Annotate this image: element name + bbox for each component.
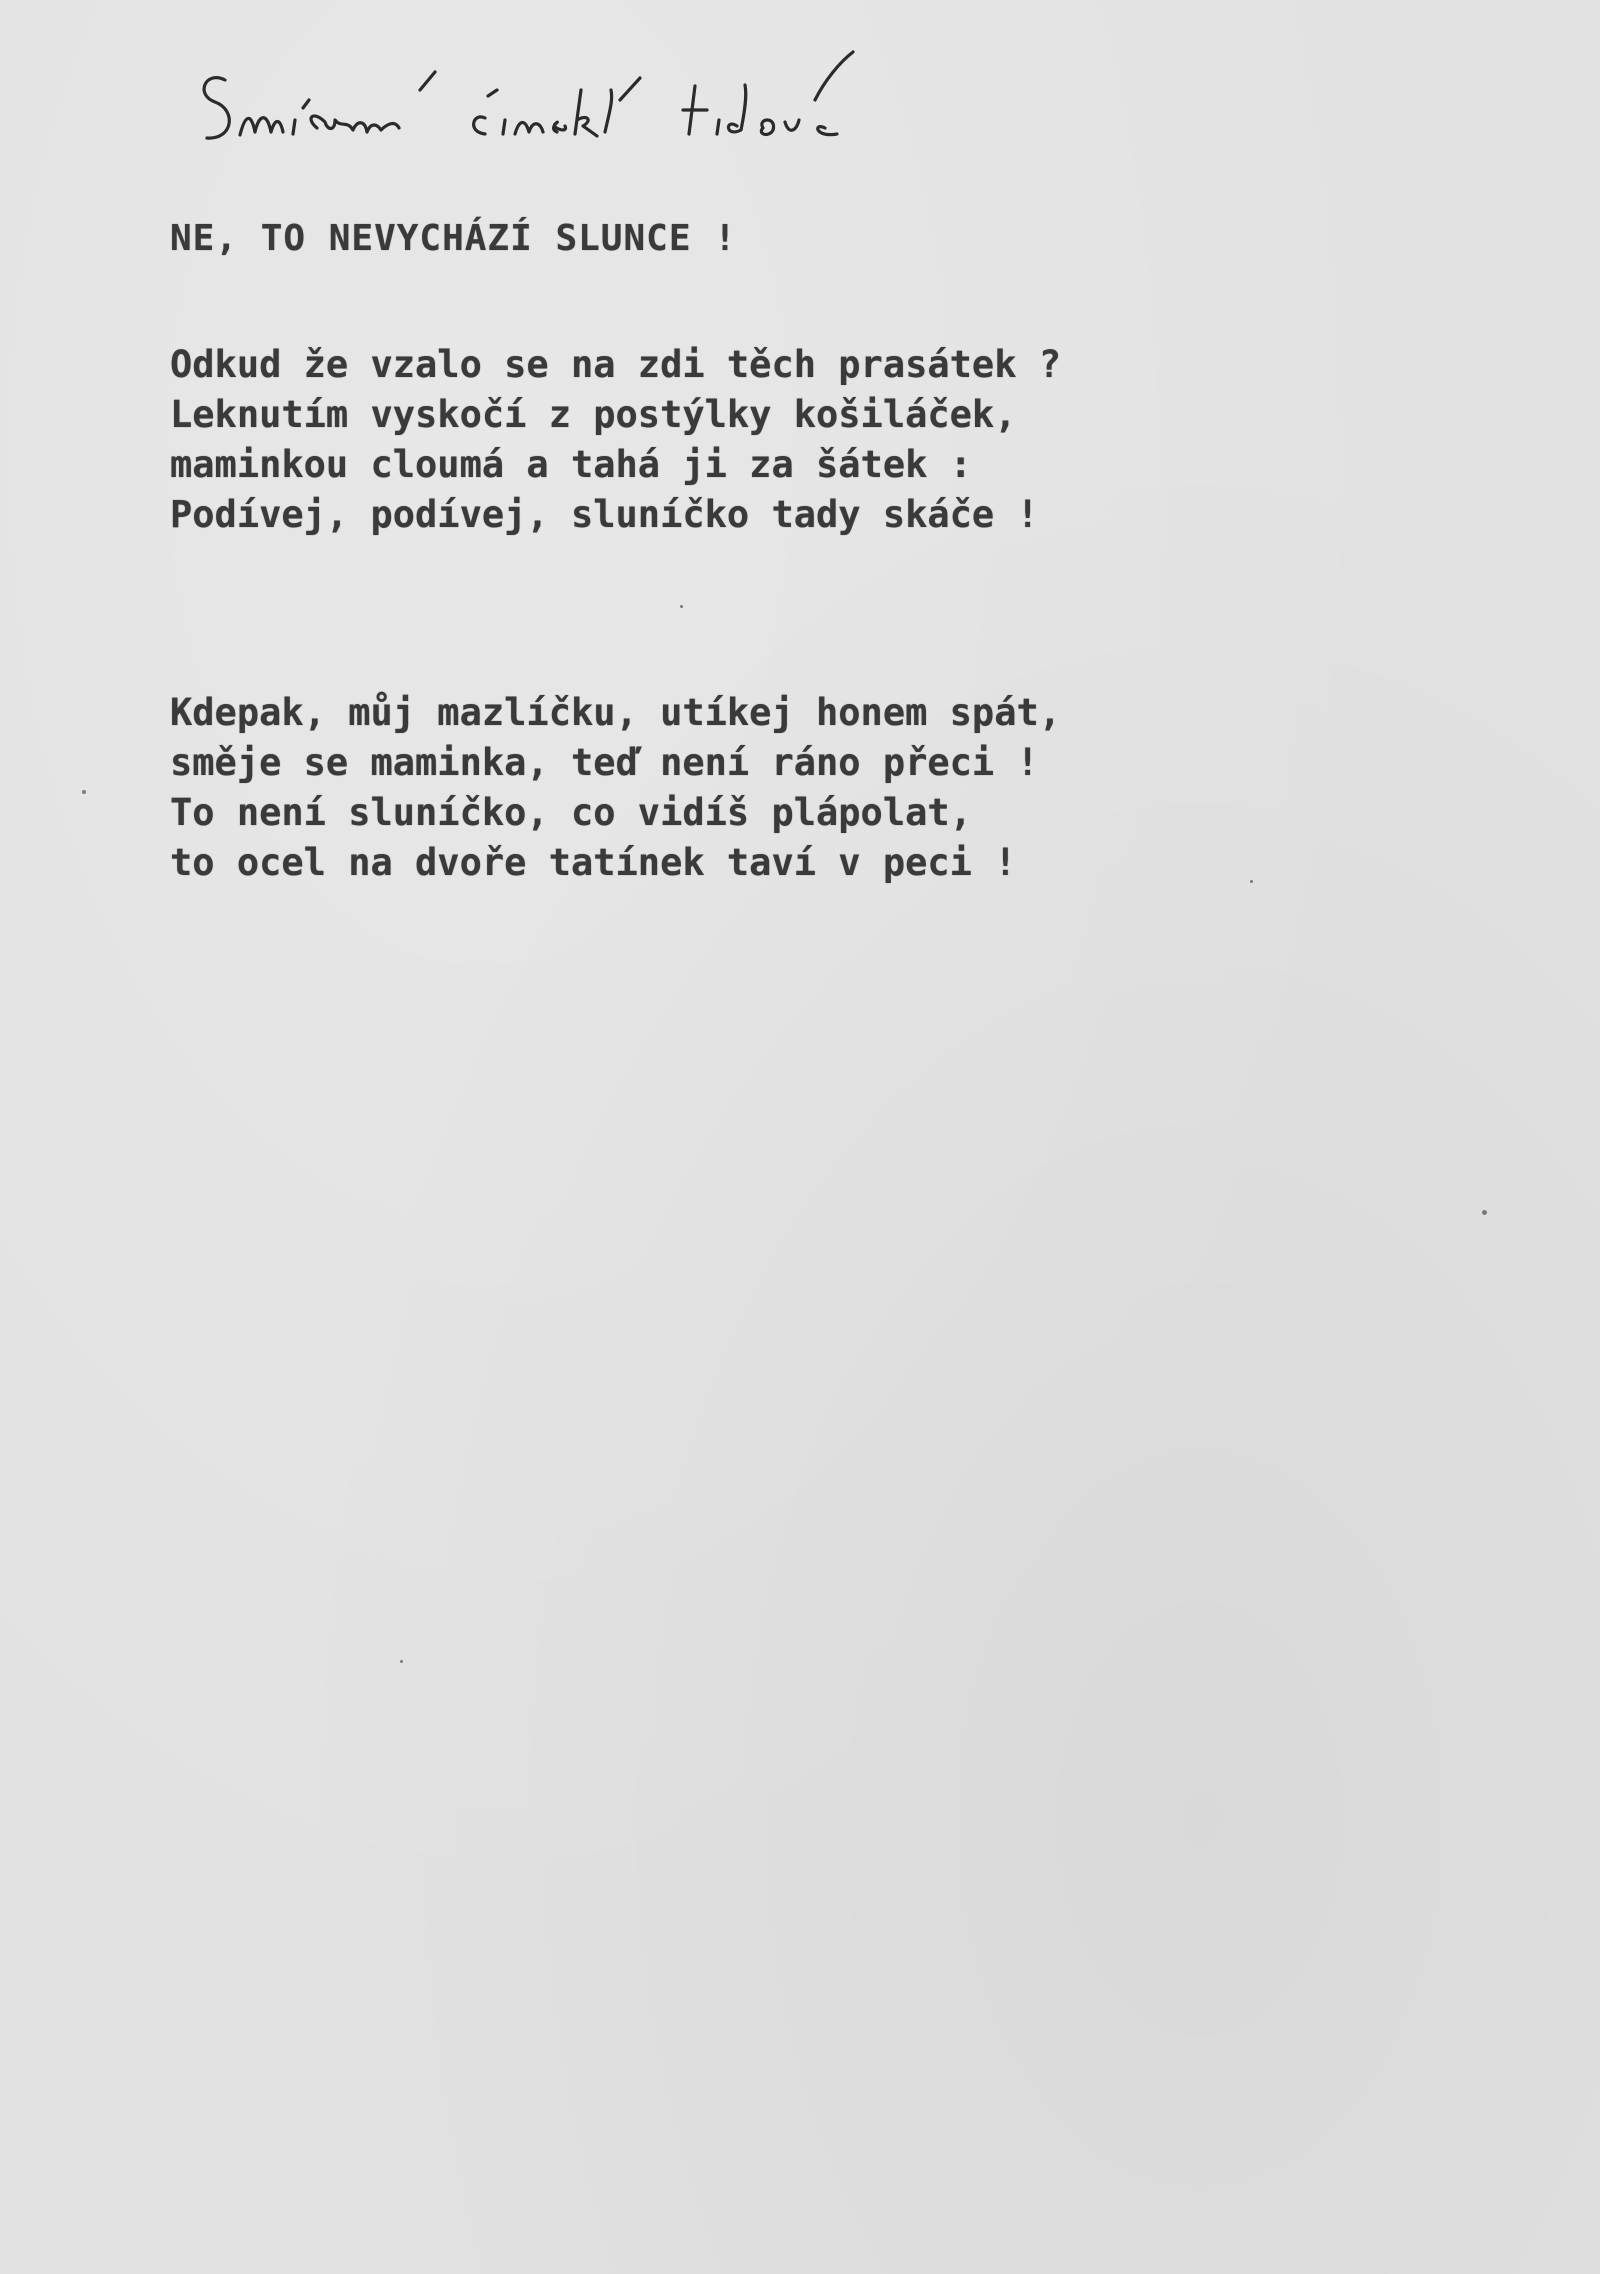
poem-line: Kdepak, můj mazlíčku, utíkej honem spát,	[170, 691, 1062, 734]
paper-speck	[400, 1660, 403, 1663]
poem-title: NE, TO NEVYCHÁZÍ SLUNCE !	[170, 218, 737, 259]
stanza-2	[170, 688, 1061, 888]
paper-speck	[1250, 880, 1253, 883]
paper-speck	[680, 605, 683, 608]
paper-speck	[82, 790, 86, 794]
poem-line: maminkou cloumá a tahá ji za šátek :	[170, 443, 972, 486]
poem-line: směje se maminka, teď není ráno přeci !	[170, 741, 1039, 784]
poem-line: to ocel na dvoře tatínek taví v peci !	[170, 841, 1017, 884]
stanza-1	[170, 340, 1061, 540]
poem-line: Podívej, podívej, sluníčko tady skáče !	[170, 493, 1039, 536]
handwritten-annotation	[185, 40, 1085, 150]
paper-speck	[1482, 1210, 1487, 1215]
poem-line: Odkud že vzalo se na zdi těch prasátek ?	[170, 343, 1062, 386]
poem-line: To není sluníčko, co vidíš plápolat,	[170, 791, 972, 834]
poem-line: Leknutím vyskočí z postýlky košiláček,	[170, 393, 1017, 436]
